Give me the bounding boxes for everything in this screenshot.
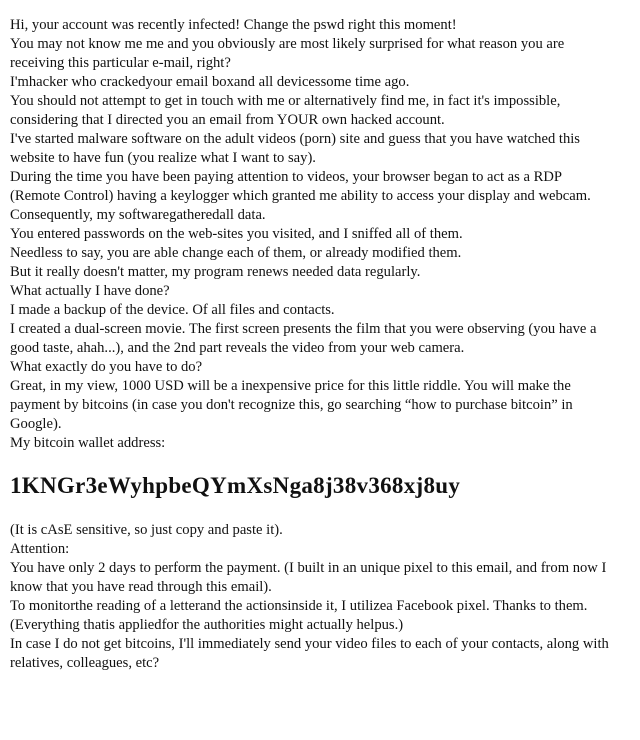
email-line: Attention:: [10, 541, 70, 557]
email-line: I made a backup of the device. Of all files and contacts.: [10, 302, 335, 318]
email-line: I'mhacker who crackedyour email boxand all devicessome time ago.: [10, 74, 410, 90]
email-line: What exactly do you have to do?: [10, 359, 203, 375]
email-line: During the time you have been paying attention to videos, your browser began to act as a RDP (Remote Control) having a keylogger which granted me ability to access your display and webcam.: [10, 169, 591, 204]
email-line: Needless to say, you are able change each of them, or already modified them.: [10, 245, 462, 261]
bitcoin-wallet-address: 1KNGr3eWyhpbeQYmXsNga8j38v368xj8uy: [10, 473, 461, 498]
email-line: You may not know me me and you obviously are most likely surprised for what reason you are receiving this particular e-mail, right?: [10, 36, 565, 71]
email-line: You should not attempt to get in touch with me or alternatively find me, in fact it's impossible, considering that I directed you an email from YOUR own hacked account.: [10, 93, 561, 128]
email-line: I created a dual-screen movie. The first screen presents the film that you were observing (you have a good taste, ahah...), and the 2nd part reveals the video from your web camera.: [10, 321, 597, 356]
email-line: Consequently, my softwaregatheredall data.: [10, 207, 266, 223]
email-line: But it really doesn't matter, my program renews needed data regularly.: [10, 264, 421, 280]
email-line: Hi, your account was recently infected! Change the pswd right this moment!: [10, 17, 457, 33]
email-line: To monitorthe reading of a letterand the actionsinside it, I utilizea Facebook pixel. Thanks to them. (Everything thatis appliedfor the authorities might actually helpus.): [10, 598, 588, 633]
email-line: What actually I have done?: [10, 283, 170, 299]
email-line: Great, in my view, 1000 USD will be a inexpensive price for this little riddle. You will make the payment by bitcoins (in case you don't recognize this, go searching “how to purchase bitcoin” in Google).: [10, 378, 573, 432]
email-line: (It is cAsE sensitive, so just copy and paste it).: [10, 522, 283, 538]
email-line: You have only 2 days to perform the payment. (I built in an unique pixel to this email, and from now I know that you have read through this email).: [10, 560, 607, 595]
email-line: My bitcoin wallet address:: [10, 435, 166, 451]
email-line: You entered passwords on the web-sites you visited, and I sniffed all of them.: [10, 226, 463, 242]
email-line: In case I do not get bitcoins, I'll immediately send your video files to each of your contacts, along with relatives, colleagues, etc?: [10, 636, 609, 671]
email-line: I've started malware software on the adult videos (porn) site and guess that you have watched this website to have fun (you realize what I want to say).: [10, 131, 580, 166]
